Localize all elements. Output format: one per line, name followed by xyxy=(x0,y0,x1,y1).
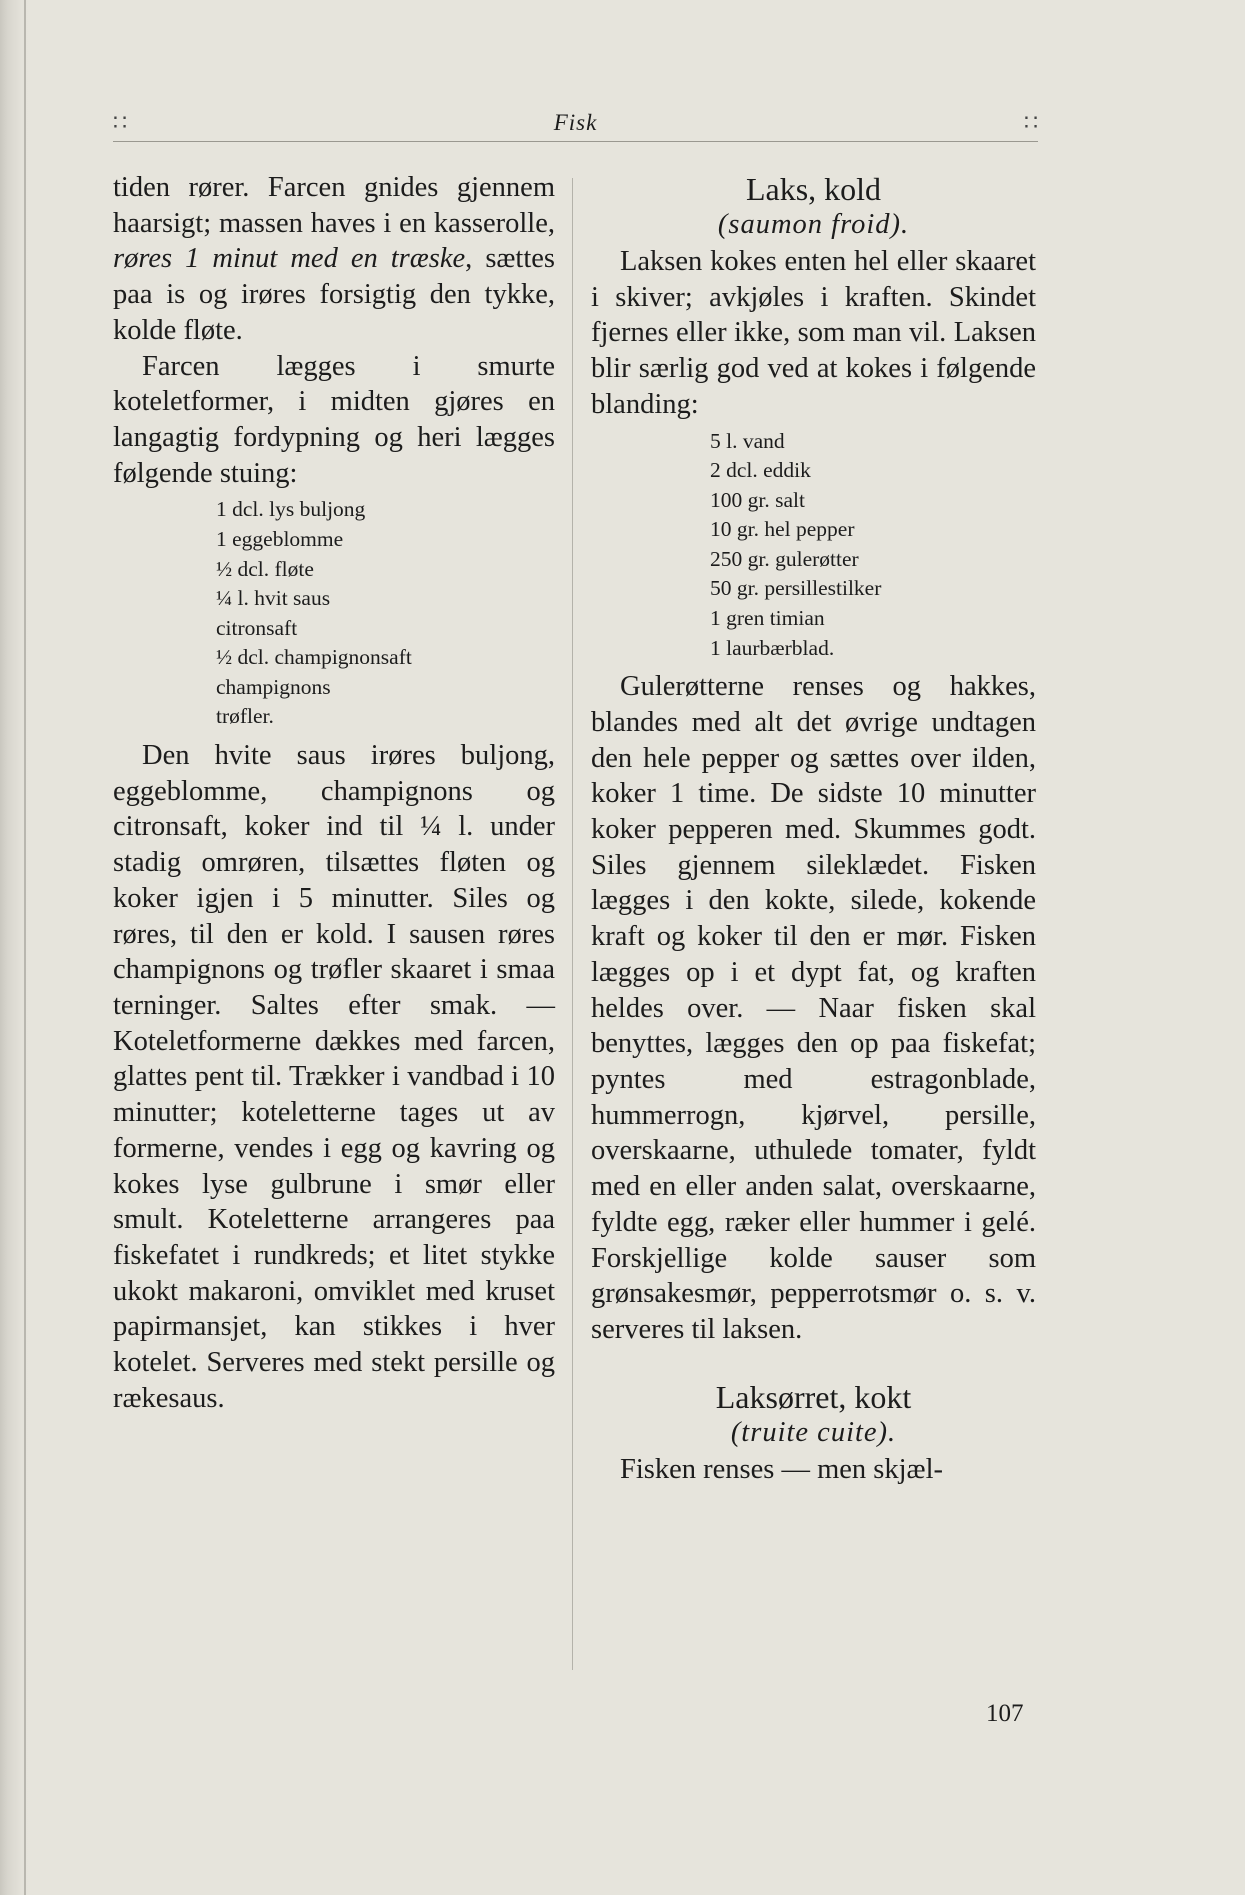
column-divider xyxy=(572,178,573,1670)
paragraph: Laksen kokes enten hel eller skaaret i skiver; avkjøles i kraften. Skindet fjernes eller ikke, som man vil. Laksen blir særlig god ved at kokes i følgende blanding: xyxy=(591,246,1036,420)
running-title: Fisk xyxy=(553,110,598,135)
right-column xyxy=(591,170,1036,1487)
recipe-title: Laksørret, kokt xyxy=(715,1378,912,1415)
list-item: 1 dcl. lys buljong xyxy=(216,497,366,522)
running-header xyxy=(113,110,1038,142)
section-gap xyxy=(591,1348,1036,1378)
list-item: 250 gr. gulerøtter xyxy=(710,546,859,571)
list-item: 1 laurbærblad. xyxy=(710,635,835,660)
list-item: 5 l. vand xyxy=(710,428,785,453)
paragraph: Farcen lægges i smurte koteletformer, i midten gjøres en langagtig fordypning og heri lægges følgende stuing: xyxy=(113,350,555,489)
header-ornament-right-icon: ∷ xyxy=(1024,110,1038,135)
text-run: , sættes paa is og irøres forsigtig den tykke, kolde fløte. xyxy=(113,243,555,346)
list-item: ½ dcl. champignonsaft xyxy=(216,645,412,670)
list-item: 1 gren timian xyxy=(710,606,825,631)
recipe-subtitle: (saumon froid). xyxy=(717,209,910,240)
ingredient-list xyxy=(113,495,555,732)
page-number: 107 xyxy=(986,1700,1024,1727)
header-ornament-left-icon: ∷ xyxy=(113,110,127,135)
recipe-title: Laks, kold xyxy=(745,171,882,207)
page-binding-edge xyxy=(0,0,30,1895)
recipe-subtitle: (truite cuite). xyxy=(730,1416,897,1448)
emphasis-text: røres 1 minut med en træske xyxy=(113,243,466,275)
left-column xyxy=(113,170,555,1416)
paragraph xyxy=(113,170,555,349)
text-run: tiden rører. Farcen gnides gjennem haarsigt; massen haves i en kasserolle, xyxy=(113,172,555,239)
list-item: 50 gr. persillestilker xyxy=(710,576,882,601)
list-item: citronsaft xyxy=(216,615,298,640)
list-item: 100 gr. salt xyxy=(710,487,805,512)
list-item: champignons xyxy=(216,674,331,699)
list-item: ¼ l. hvit saus xyxy=(216,586,331,611)
list-item: 2 dcl. eddik xyxy=(710,458,811,483)
header-rule xyxy=(113,141,1038,142)
list-item: trøfler. xyxy=(216,704,274,729)
paragraph: Fisken renses — men skjæl- xyxy=(620,1453,943,1485)
list-item: ½ dcl. fløte xyxy=(216,556,314,581)
ingredient-list xyxy=(591,427,1036,664)
list-item: 1 eggeblomme xyxy=(216,526,344,551)
paragraph: Gulerøtterne renses og hakkes, blandes med alt det øvrige undtagen den hele pepper og sættes over ilden, koker 1 time. De sidste 10 minutter koker pepperen med. Skummes godt. Siles gjennem sileklædet. Fisken lægges i den kokte, silede, kokende kraft og koker til den er mør. Fisken lægges op i et dypt fat, og kraften heldes over. — Naar fisken skal benyttes, lægges den op paa fiskefat; pyntes med estragonblade, hummerrogn, kjørvel, persille, overskaarne, uthulede tomater, fyldt med en eller anden salat, overskaarne, fyldte egg, ræker eller hummer i gelé. Forskjellige kolde sauser som grønsakesmør, pepperrotsmør o. s. v. serveres til laksen. xyxy=(591,671,1036,1345)
list-item: 10 gr. hel pepper xyxy=(710,517,855,542)
paragraph: Den hvite saus irøres buljong, eggeblomme, champignons og citronsaft, koker ind til ¼ l. under stadig omrøren, tilsættes fløten og koker igjen i 5 minutter. Siles og røres, til den er kold. I sausen røres champignons og trøfler skaaret i smaa terninger. Saltes efter smak. — Koteletformerne dækkes med farcen, glattes pent til. Trækker i vandbad i 10 minutter; koteletterne tages ut av formerne, vendes i egg og kavring og kokes lyse gulbrune i smør eller smult. Koteletterne arrangeres paa fiskefatet i rundkreds; et litet stykke ukokt makaroni, omviklet med kruset papirmansjet, kan stikkes i hver kotelet. Serveres med stekt persille og rækesaus. xyxy=(113,740,555,1414)
